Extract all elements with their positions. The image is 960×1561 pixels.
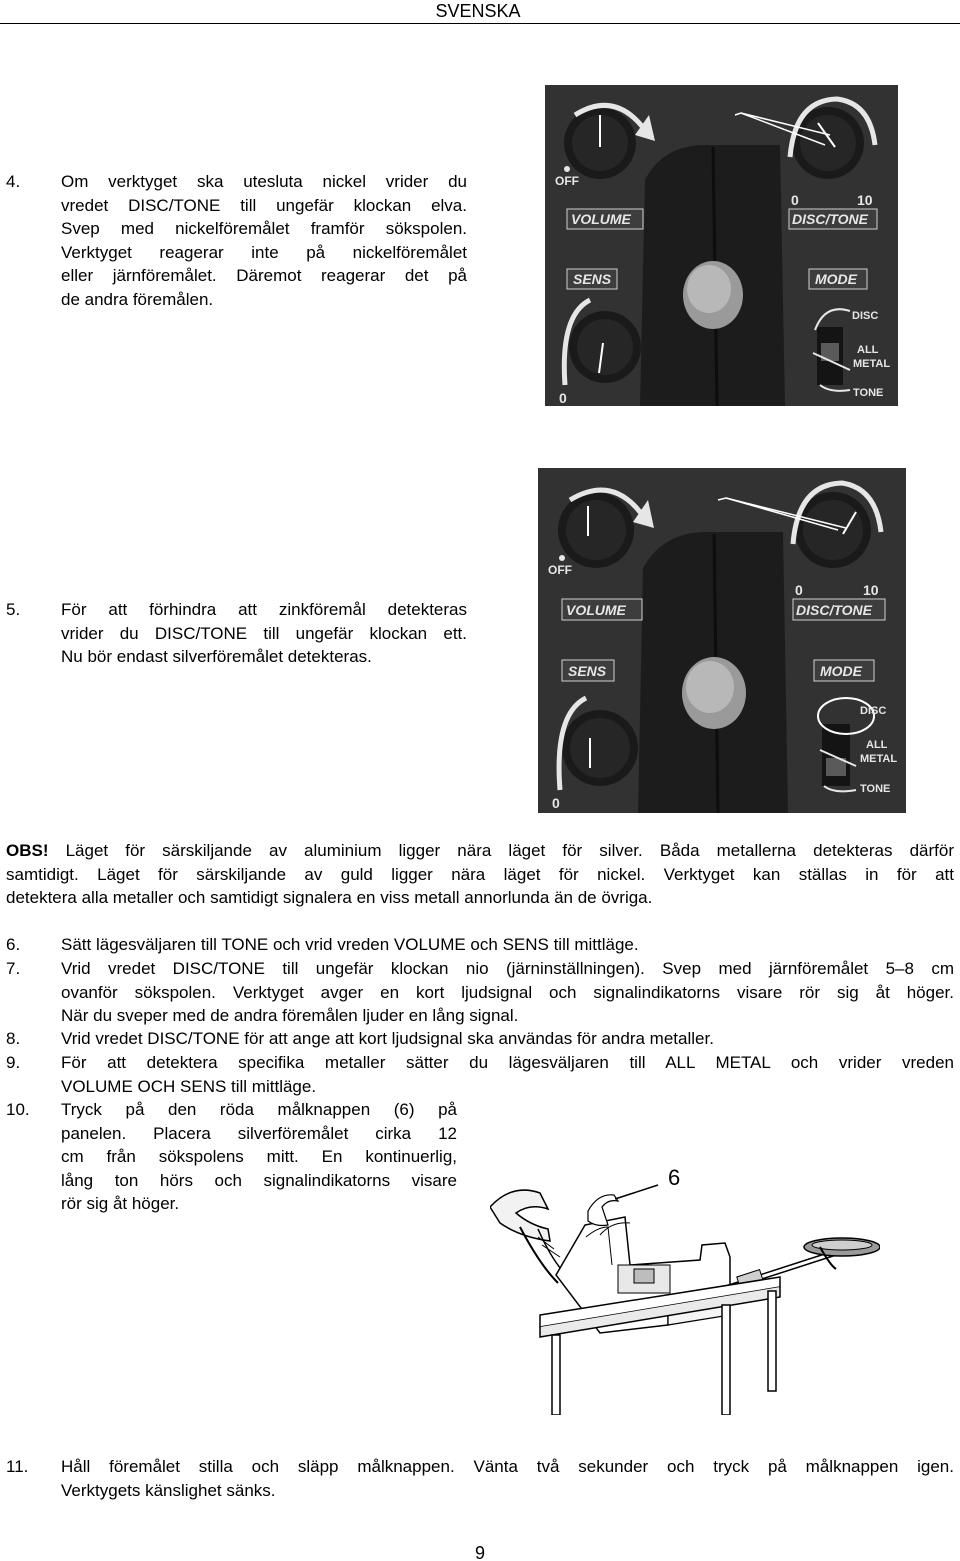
label-zero: 0	[791, 192, 799, 208]
step-11-text: Håll föremålet stilla och släpp målknappen. Vänta två sekunder och tryck på målknappen igen. Verktygets känslighet sänks.	[61, 1457, 954, 1500]
step-4-number: 4.	[6, 172, 21, 191]
step-4-text: Om verktyget ska utesluta nickel vrider du vredet DISC/TONE till ungefär klockan elva. Svep med nickelföremålet framför sökspolen. Verktyget reagerar inte på nickelföremålet eller järnföremålet. Däremot reagerar det på de andra föremålen.	[61, 172, 467, 309]
label-metal: METAL	[853, 358, 891, 370]
svg-text:0: 0	[559, 390, 567, 406]
page-number: 9	[474, 1543, 485, 1561]
svg-text:VOLUME: VOLUME	[566, 602, 626, 618]
label-ten: 10	[857, 192, 873, 208]
svg-text:10: 10	[863, 582, 879, 598]
page-header	[0, 0, 960, 24]
note-label: OBS!	[6, 841, 49, 860]
control-panel-photo-2	[538, 468, 906, 813]
step-5-number: 5.	[6, 600, 21, 619]
control-panel-photo-1	[545, 85, 898, 406]
label-mode: MODE	[815, 271, 857, 287]
callout-6: 6	[668, 1165, 681, 1190]
svg-text:SENS: SENS	[568, 663, 607, 679]
label-all: ALL	[857, 344, 879, 356]
step-7-number: 7.	[6, 959, 21, 978]
svg-text:DISC: DISC	[860, 705, 887, 717]
svg-text:0: 0	[795, 582, 803, 598]
label-sens: SENS	[573, 271, 612, 287]
label-tone: TONE	[853, 387, 884, 399]
label-disc: DISC	[852, 310, 879, 322]
step-8-text: Vrid vredet DISC/TONE för att ange att kort ljudsignal ska användas för andra metaller.	[61, 1029, 714, 1048]
svg-text:ALL: ALL	[866, 739, 888, 751]
step-9-text: För att detektera specifika metaller sätter du lägesväljaren till ALL METAL och vrider vreden VOLUME OCH SENS till mittläge.	[61, 1053, 954, 1096]
svg-text:OFF: OFF	[548, 563, 572, 577]
svg-text:METAL: METAL	[860, 753, 898, 765]
step-8-number: 8.	[6, 1029, 21, 1048]
step-7-text: Vrid vredet DISC/TONE till ungefär klockan nio (järninställningen). Svep med järnföremålet 5–8 cm ovanför sökspolen. Verktyget avger en kort ljudsignal och signalindikatorns visare rör sig åt höger. När du sveper med de andra föremålen ljuder en lång signal.	[61, 959, 954, 1025]
step-10-text: Tryck på den röda målknappen (6) på panelen. Placera silverföremålet cirka 12 cm från sökspolens mitt. En kontinuerlig, lång ton hörs och signalindikatorns visare rör sig åt höger.	[61, 1100, 457, 1213]
step-10-number: 10.	[6, 1100, 30, 1119]
step-6-number: 6.	[6, 935, 21, 954]
detector-on-table-illustration	[490, 1165, 880, 1415]
step-11-number: 11.	[6, 1457, 29, 1476]
svg-text:MODE: MODE	[820, 663, 862, 679]
svg-text:0: 0	[552, 795, 560, 811]
label-disc-tone: DISC/TONE	[792, 211, 868, 227]
svg-text:TONE: TONE	[860, 783, 891, 795]
header-title: SVENSKA	[435, 1, 521, 21]
step-6-text: Sätt lägesväljaren till TONE och vrid vreden VOLUME och SENS till mittläge.	[61, 935, 639, 954]
step-9-number: 9.	[6, 1053, 21, 1072]
step-5-text: För att förhindra att zinkföremål detekteras vrider du DISC/TONE till ungefär klockan ett. Nu bör endast silverföremålet detekteras.	[61, 600, 467, 666]
label-off: OFF	[555, 174, 579, 188]
label-volume: VOLUME	[571, 211, 631, 227]
svg-text:DISC/TONE: DISC/TONE	[796, 602, 872, 618]
note-block: OBS! Läget för särskiljande av aluminium ligger nära läget för silver. Båda metallerna detekteras därför samtidigt. Läget för särskiljande av guld ligger nära läget för nickel. Verktyget kan ställas in för att detektera alla metaller och samtidigt signalera en viss metall annorlunda än de övriga.	[6, 841, 954, 907]
